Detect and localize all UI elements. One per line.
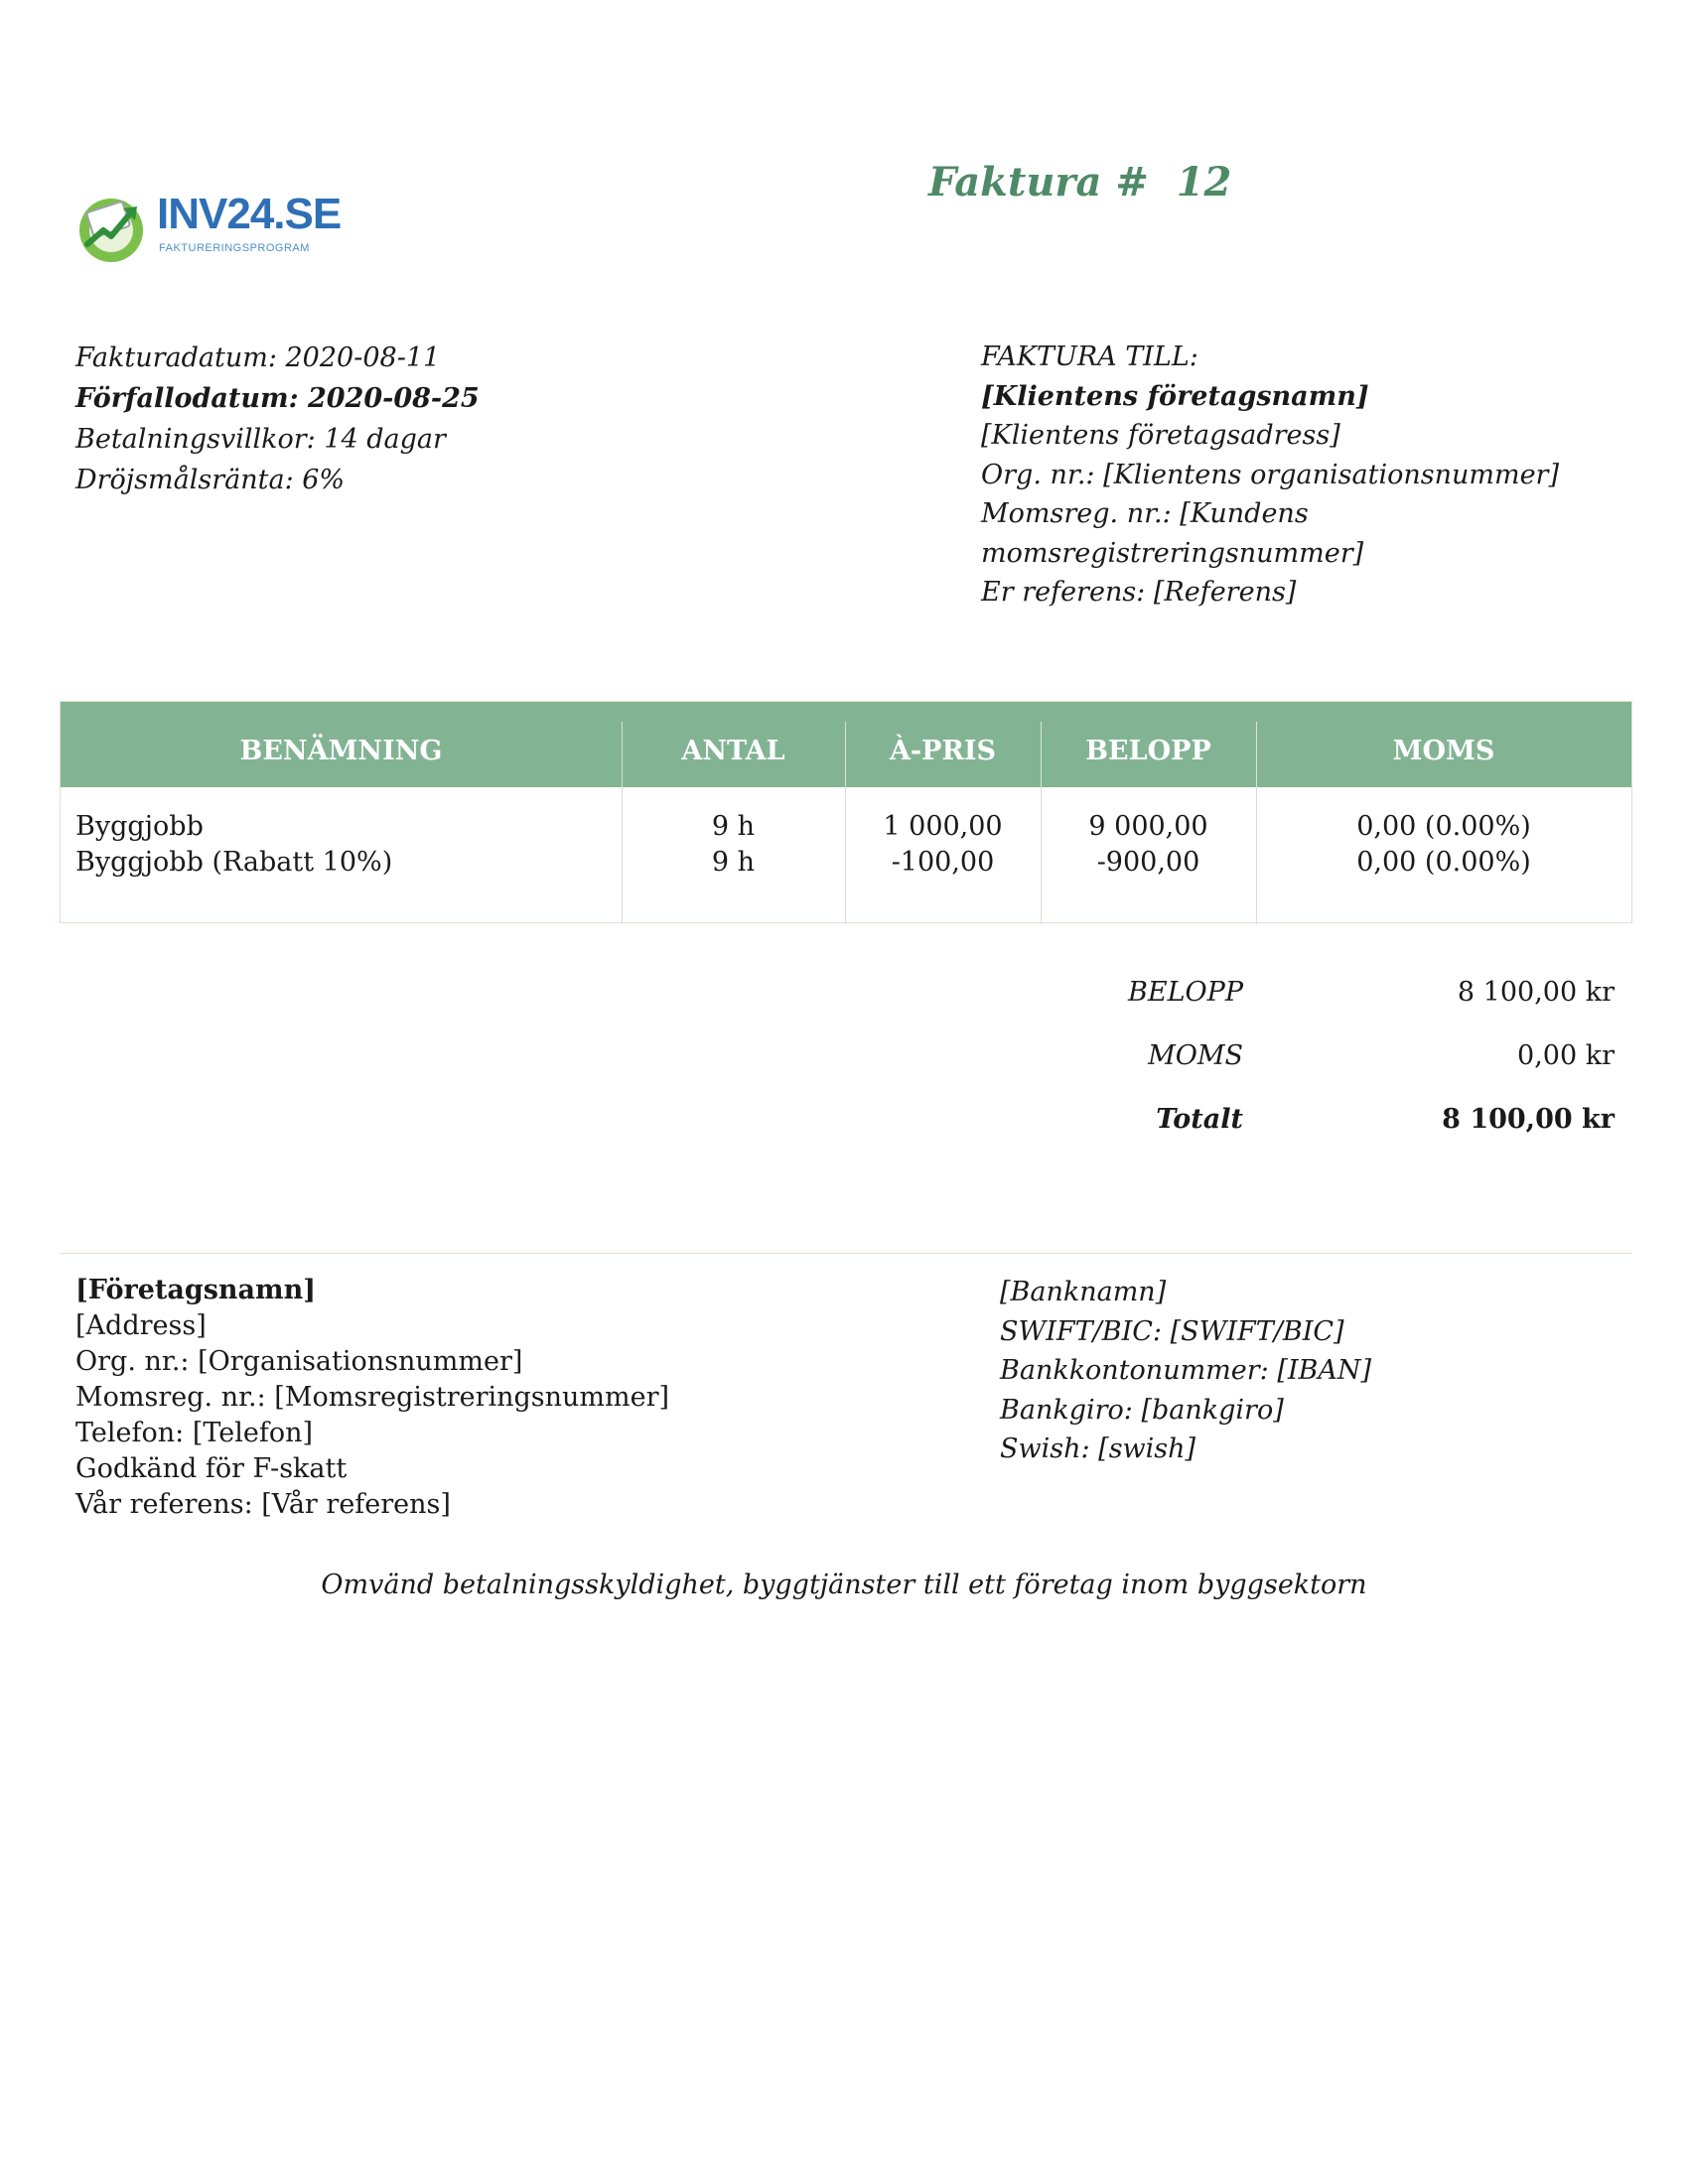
header-quantity: ANTAL: [681, 736, 785, 766]
invoice-title: Faktura # 12: [928, 159, 1232, 205]
row-2-quantity: 9 h: [711, 847, 756, 878]
logo-chart-icon: [75, 193, 147, 264]
client-company-name: [Klientens företagsnamn]: [981, 380, 1369, 412]
section-divider: [60, 1253, 1632, 1254]
bill-to-heading: FAKTURA TILL:: [981, 341, 1198, 372]
row-1-unit-price: 1 000,00: [883, 811, 1003, 842]
header-vat: MOMS: [1392, 736, 1495, 766]
company-name: [Företagsnamn]: [75, 1275, 317, 1305]
logo-tagline: FAKTURERINGSPROGRAM: [159, 242, 310, 254]
client-vat-nr: Momsreg. nr.: [Kundens: [981, 498, 1309, 529]
company-address: [Address]: [75, 1310, 207, 1341]
company-reference: Vår referens: [Vår referens]: [75, 1489, 451, 1520]
client-address: [Klientens företagsadress]: [981, 420, 1340, 451]
row-2-description: Byggjobb (Rabatt 10%): [75, 847, 393, 878]
row-1-vat: 0,00 (0.00%): [1356, 811, 1531, 842]
header-unit-price: À-PRIS: [889, 736, 997, 766]
header-description: BENÄMNING: [239, 736, 443, 766]
bank-name: [Banknamn]: [1000, 1277, 1167, 1307]
table-header: [61, 702, 1631, 787]
row-1-quantity: 9 h: [711, 811, 756, 842]
header-amount: BELOPP: [1085, 736, 1211, 766]
vat-value: 0,00 kr: [1517, 1040, 1615, 1071]
client-reference: Er referens: [Referens]: [981, 577, 1297, 608]
company-f-tax: Godkänd för F-skatt: [75, 1453, 348, 1484]
company-phone: Telefon: [Telefon]: [75, 1418, 314, 1448]
bank-info: [1000, 1273, 1371, 1469]
row-1-description: Byggjobb: [75, 811, 204, 842]
due-date: Förfallodatum: 2020-08-25: [75, 383, 480, 414]
subtotal-value: 8 100,00 kr: [1457, 977, 1615, 1008]
bank-swish: Swish: [swish]: [1000, 1433, 1196, 1464]
logo-wordmark: INV24.SE: [157, 190, 342, 238]
row-2-unit-price: -100,00: [891, 847, 995, 878]
reverse-charge-note: Omvänd betalningsskyldighet, byggtjänster till ett företag inom byggsektorn: [321, 1570, 1367, 1600]
total-label: Totalt: [1156, 1104, 1243, 1135]
subtotal-label: BELOPP: [1128, 977, 1243, 1008]
bank-account: Bankkontonummer: [IBAN]: [1000, 1355, 1372, 1386]
company-info: [75, 1273, 669, 1523]
vat-label: MOMS: [1148, 1040, 1243, 1071]
company-logo: [75, 190, 342, 268]
bill-to-block: [981, 338, 1559, 613]
row-2-vat: 0,00 (0.00%): [1356, 847, 1531, 878]
company-org-nr: Org. nr.: [Organisationsnummer]: [75, 1346, 523, 1377]
total-value: 8 100,00 kr: [1442, 1104, 1615, 1135]
bank-swift: SWIFT/BIC: [SWIFT/BIC]: [1000, 1315, 1344, 1347]
company-vat-nr: Momsreg. nr.: [Momsregistreringsnummer]: [75, 1382, 670, 1413]
invoice-date: Fakturadatum: 2020-08-11: [75, 342, 441, 373]
payment-terms: Betalningsvillkor: 14 dagar: [75, 424, 446, 455]
invoice-meta: [75, 338, 480, 500]
row-2-amount: -900,00: [1096, 847, 1200, 878]
items-table: [60, 701, 1632, 923]
bank-bankgiro: Bankgiro: [bankgiro]: [1000, 1394, 1284, 1426]
row-1-amount: 9 000,00: [1088, 811, 1208, 842]
client-org-nr: Org. nr.: [Klientens organisationsnummer]: [981, 459, 1559, 490]
late-interest: Dröjsmålsränta: 6%: [75, 465, 346, 495]
client-vat-nr-cont: momsregistreringsnummer]: [981, 537, 1364, 569]
